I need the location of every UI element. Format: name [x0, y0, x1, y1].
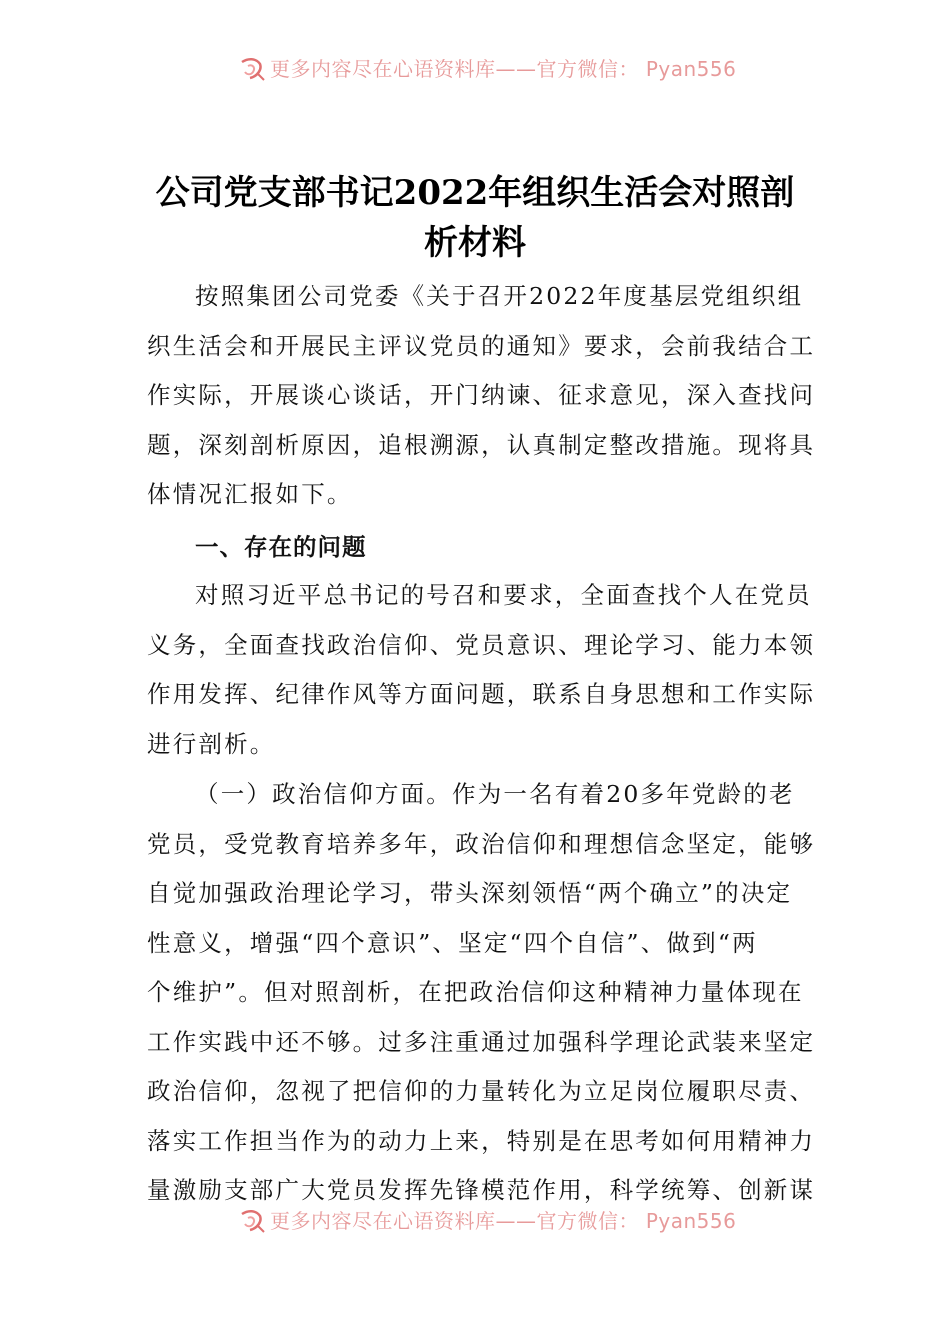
text-line: 进行剖析。: [147, 729, 276, 758]
intro-paragraph: [147, 272, 816, 520]
watermark-text: 更多内容尽在心语资料库——官方微信： Pyan556: [270, 1208, 737, 1233]
logo-icon: [238, 56, 266, 82]
document-title: [140, 168, 810, 268]
text-line: 政治信仰，忽视了把信仰的力量转化为立足岗位履职尽责、: [147, 1077, 816, 1105]
text-line: 作用发挥、纪律作风等方面问题，联系自身思想和工作实际: [147, 680, 816, 708]
text-line: 义务，全面查找政治信仰、党员意识、理论学习、能力本领: [147, 630, 816, 659]
logo-icon: [238, 1208, 266, 1234]
text-line: 题，深刻剖析原因，追根溯源，认真制定整改措施。现将具: [147, 430, 816, 459]
text-line: 党员，受党教育培养多年，政治信仰和理想信念坚定，能够: [147, 829, 816, 858]
text-line: 织生活会和开展民主评议党员的通知》要求，会前我结合工: [147, 331, 816, 360]
text-line: 落实工作担当作为的动力上来，特别是在思考如何用精神力: [147, 1126, 816, 1155]
text-line: 作实际，开展谈心谈话，开门纳谏、征求意见，深入查找问: [147, 381, 816, 409]
text-line: 量激励支部广大党员发挥先锋模范作用，科学统筹、创新谋: [147, 1176, 816, 1204]
watermark-bottom: [238, 1208, 758, 1234]
text-line: 按照集团公司党委《关于召开2022年度基层党组织组: [195, 282, 804, 310]
section-paragraph: [147, 571, 816, 769]
text-line: 性意义，增强“四个意识”、坚定“四个自信”、做到“两: [147, 928, 758, 957]
watermark-text: 更多内容尽在心语资料库——官方微信： Pyan556: [270, 56, 737, 81]
text-line: 工作实践中还不够。过多注重通过加强科学理论武装来坚定: [147, 1027, 816, 1056]
text-line: 对照习近平总书记的号召和要求，全面查找个人在党员: [195, 581, 812, 609]
section-heading: 一、存在的问题: [195, 533, 367, 561]
text-line: 个维护”。但对照剖析，在把政治信仰这种精神力量体现在: [147, 978, 804, 1006]
text-line: 自觉加强政治理论学习，带头深刻领悟“两个确立”的决定: [147, 879, 793, 907]
title-line: 公司党支部书记2022年组织生活会对照剖: [155, 173, 795, 213]
subsection-paragraph: [147, 770, 816, 1216]
text-line: 体情况汇报如下。: [147, 480, 353, 508]
title-line: 析材料: [424, 223, 526, 263]
text-line: （一）政治信仰方面。作为一名有着20多年党龄的老: [195, 780, 795, 808]
watermark-top: [238, 56, 758, 82]
